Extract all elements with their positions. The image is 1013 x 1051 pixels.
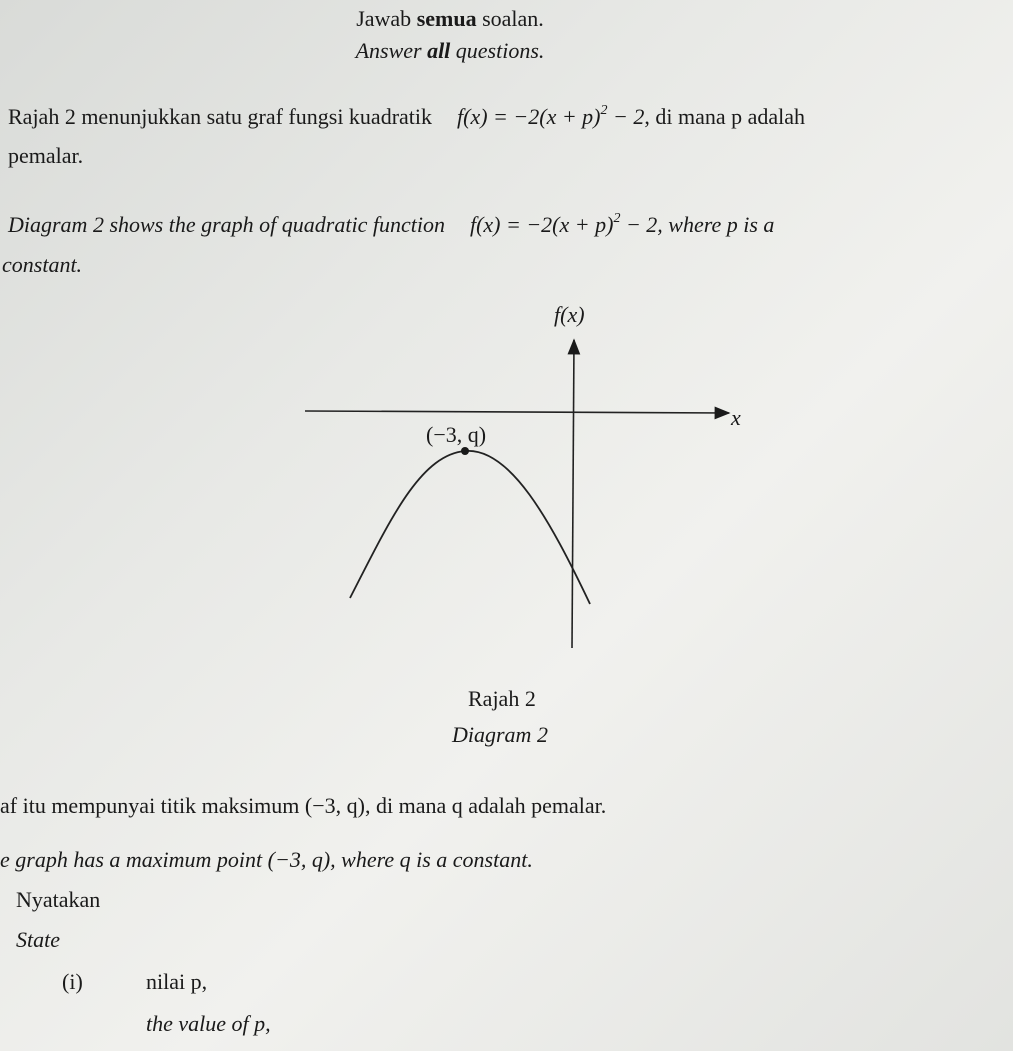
question-i-text-ms: nilai p,: [146, 969, 208, 994]
instruction-en-prefix: Answer: [355, 38, 428, 63]
question-i-text-en: the value of p,: [146, 1011, 271, 1036]
parabola-curve: [350, 451, 590, 604]
y-axis-label: f(x): [554, 302, 585, 327]
instruction-en-bold: all: [427, 38, 451, 63]
x-axis: [305, 411, 729, 413]
instruction-en-suffix: questions.: [450, 38, 545, 63]
instruction-ms-bold: semua: [416, 6, 477, 31]
intro-ms-function: $f(x) = -2(x + p)^2 - 2$: [457, 102, 645, 129]
intro-en-function: $f(x) = -2(x + p)^2 - 2$: [469, 210, 658, 237]
maximum-point: [461, 447, 469, 455]
instruction-ms-prefix: Jawab: [356, 6, 417, 31]
statement-ms: af itu mempunyai titik maksimum (−3, q), di mana q adalah pemalar.: [0, 793, 607, 818]
question-i-number: (i): [62, 969, 83, 994]
intro-ms-text: Rajah 2 menunjukkan satu graf fungsi kuadratik: [8, 104, 433, 129]
diagram-caption-en: Diagram 2: [452, 722, 548, 747]
intro-ms-after: , di mana p adalah: [644, 104, 806, 129]
maximum-point-label: (−3, q): [426, 422, 487, 447]
statement-en: e graph has a maximum point (−3, q), where q is a constant.: [0, 847, 533, 872]
x-axis-label: x: [731, 405, 741, 430]
diagram-caption-ms: Rajah 2: [468, 686, 536, 711]
state-en: State: [16, 927, 60, 952]
intro-en-line2: constant.: [2, 252, 83, 277]
intro-en-text: Diagram 2 shows the graph of quadratic function: [8, 212, 445, 237]
state-ms: Nyatakan: [16, 887, 101, 912]
y-axis: [572, 340, 574, 648]
instruction-ms-suffix: soalan.: [476, 6, 544, 31]
intro-ms-line2: pemalar.: [8, 143, 84, 168]
intro-en-after: , where p is a: [657, 212, 775, 237]
